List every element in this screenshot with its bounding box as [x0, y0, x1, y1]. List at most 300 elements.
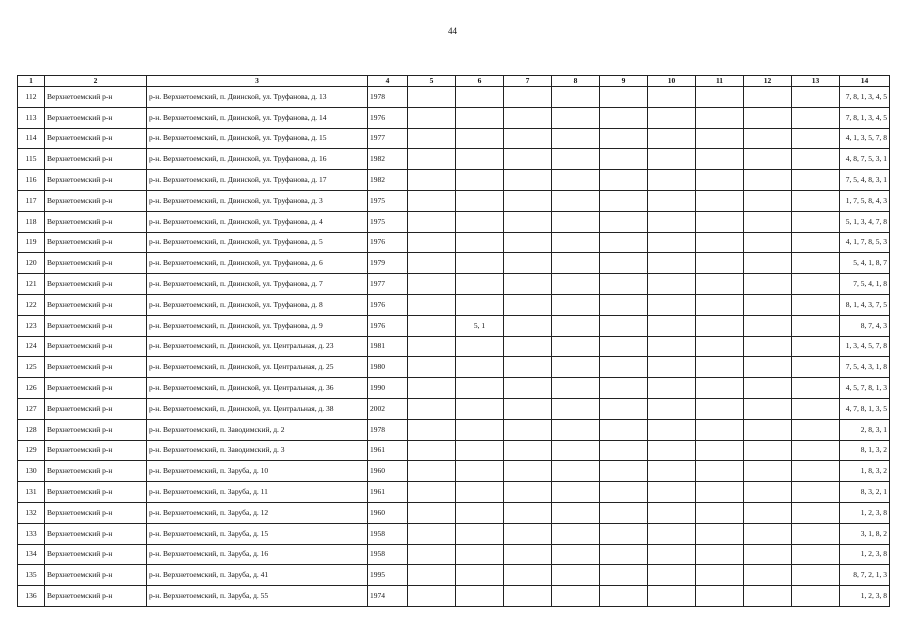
col6-cell	[456, 440, 504, 461]
col11-cell	[696, 440, 744, 461]
row-number-cell: 126	[18, 378, 45, 399]
col10-cell	[648, 253, 696, 274]
address-cell: р-н. Верхнетоемский, п. Двинской, ул. Труфанова, д. 3	[147, 190, 368, 211]
col9-cell	[600, 232, 648, 253]
district-cell: Верхнетоемский р-н	[45, 419, 147, 440]
year-cell: 1976	[368, 232, 408, 253]
row-number-cell: 118	[18, 211, 45, 232]
col5-cell	[408, 170, 456, 191]
table-row	[18, 482, 890, 503]
col6-cell	[456, 398, 504, 419]
col13-cell	[792, 357, 840, 378]
col7-cell	[504, 294, 552, 315]
col8-cell	[552, 482, 600, 503]
col14-cell: 7, 5, 4, 3, 1, 8	[840, 357, 890, 378]
col6-cell	[456, 523, 504, 544]
col6-cell	[456, 544, 504, 565]
col10-cell	[648, 586, 696, 607]
table-row	[18, 232, 890, 253]
col14-cell: 4, 1, 7, 8, 5, 3	[840, 232, 890, 253]
col7-cell	[504, 149, 552, 170]
col12-cell	[744, 149, 792, 170]
col6-cell	[456, 128, 504, 149]
row-number-cell: 120	[18, 253, 45, 274]
year-cell: 1961	[368, 440, 408, 461]
col12-cell	[744, 315, 792, 336]
col9-cell	[600, 107, 648, 128]
table-row	[18, 211, 890, 232]
row-number-cell: 113	[18, 107, 45, 128]
col11-cell	[696, 315, 744, 336]
row-number-cell: 135	[18, 565, 45, 586]
col10-cell	[648, 149, 696, 170]
col5-cell	[408, 315, 456, 336]
col12-cell	[744, 336, 792, 357]
district-cell: Верхнетоемский р-н	[45, 315, 147, 336]
col11-cell	[696, 149, 744, 170]
col9-cell	[600, 149, 648, 170]
col7-cell	[504, 544, 552, 565]
address-cell: р-н. Верхнетоемский, п. Двинской, ул. Труфанова, д. 15	[147, 128, 368, 149]
district-cell: Верхнетоемский р-н	[45, 461, 147, 482]
col13-cell	[792, 461, 840, 482]
col5-cell	[408, 461, 456, 482]
col8-cell	[552, 315, 600, 336]
col5-cell	[408, 128, 456, 149]
col7-cell	[504, 461, 552, 482]
col11-cell	[696, 336, 744, 357]
district-cell: Верхнетоемский р-н	[45, 336, 147, 357]
col13-cell	[792, 87, 840, 108]
col7-cell	[504, 128, 552, 149]
col7-cell	[504, 274, 552, 295]
col9-cell	[600, 190, 648, 211]
col10-cell	[648, 107, 696, 128]
col10-cell	[648, 294, 696, 315]
col9-cell	[600, 544, 648, 565]
district-cell: Верхнетоемский р-н	[45, 357, 147, 378]
col9-cell	[600, 357, 648, 378]
col13-cell	[792, 232, 840, 253]
table-row	[18, 107, 890, 128]
col11-cell	[696, 419, 744, 440]
table-row	[18, 502, 890, 523]
column-header-11: 11	[696, 76, 744, 87]
row-number-cell: 132	[18, 502, 45, 523]
col8-cell	[552, 190, 600, 211]
table-row	[18, 440, 890, 461]
col11-cell	[696, 523, 744, 544]
address-cell: р-н. Верхнетоемский, п. Двинской, ул. Труфанова, д. 7	[147, 274, 368, 295]
col8-cell	[552, 419, 600, 440]
col8-cell	[552, 87, 600, 108]
col6-cell	[456, 87, 504, 108]
col10-cell	[648, 336, 696, 357]
year-cell: 1975	[368, 190, 408, 211]
table-row	[18, 128, 890, 149]
col8-cell	[552, 461, 600, 482]
row-number-cell: 121	[18, 274, 45, 295]
col7-cell	[504, 502, 552, 523]
year-cell: 1960	[368, 461, 408, 482]
col7-cell	[504, 107, 552, 128]
column-header-9: 9	[600, 76, 648, 87]
col12-cell	[744, 586, 792, 607]
col10-cell	[648, 190, 696, 211]
col11-cell	[696, 170, 744, 191]
col8-cell	[552, 253, 600, 274]
col11-cell	[696, 398, 744, 419]
col11-cell	[696, 502, 744, 523]
row-number-cell: 112	[18, 87, 45, 108]
row-number-cell: 119	[18, 232, 45, 253]
col10-cell	[648, 523, 696, 544]
col5-cell	[408, 357, 456, 378]
column-header-10: 10	[648, 76, 696, 87]
col10-cell	[648, 440, 696, 461]
district-cell: Верхнетоемский р-н	[45, 149, 147, 170]
district-cell: Верхнетоемский р-н	[45, 440, 147, 461]
col7-cell	[504, 378, 552, 399]
address-cell: р-н. Верхнетоемский, п. Заруба, д. 16	[147, 544, 368, 565]
col5-cell	[408, 149, 456, 170]
col12-cell	[744, 232, 792, 253]
table-row	[18, 87, 890, 108]
col6-cell	[456, 170, 504, 191]
col14-cell: 7, 5, 4, 8, 3, 1	[840, 170, 890, 191]
col13-cell	[792, 398, 840, 419]
col13-cell	[792, 149, 840, 170]
col6-cell	[456, 565, 504, 586]
col8-cell	[552, 502, 600, 523]
row-number-cell: 131	[18, 482, 45, 503]
col13-cell	[792, 565, 840, 586]
col9-cell	[600, 274, 648, 295]
col12-cell	[744, 274, 792, 295]
col14-cell: 5, 1, 3, 4, 7, 8	[840, 211, 890, 232]
col11-cell	[696, 461, 744, 482]
column-header-5: 5	[408, 76, 456, 87]
column-header-6: 6	[456, 76, 504, 87]
column-header-14: 14	[840, 76, 890, 87]
table-row	[18, 190, 890, 211]
col5-cell	[408, 211, 456, 232]
col6-cell: 5, 1	[456, 315, 504, 336]
col7-cell	[504, 357, 552, 378]
col14-cell: 8, 1, 3, 2	[840, 440, 890, 461]
district-cell: Верхнетоемский р-н	[45, 190, 147, 211]
col5-cell	[408, 190, 456, 211]
col8-cell	[552, 336, 600, 357]
district-cell: Верхнетоемский р-н	[45, 274, 147, 295]
table-row	[18, 274, 890, 295]
col12-cell	[744, 294, 792, 315]
col9-cell	[600, 482, 648, 503]
address-cell: р-н. Верхнетоемский, п. Двинской, ул. Центральная, д. 36	[147, 378, 368, 399]
col6-cell	[456, 336, 504, 357]
col10-cell	[648, 170, 696, 191]
row-number-cell: 136	[18, 586, 45, 607]
col5-cell	[408, 544, 456, 565]
year-cell: 1960	[368, 502, 408, 523]
col9-cell	[600, 398, 648, 419]
col13-cell	[792, 378, 840, 399]
address-cell: р-н. Верхнетоемский, п. Двинской, ул. Центральная, д. 25	[147, 357, 368, 378]
col5-cell	[408, 398, 456, 419]
address-cell: р-н. Верхнетоемский, п. Двинской, ул. Труфанова, д. 14	[147, 107, 368, 128]
col12-cell	[744, 482, 792, 503]
address-cell: р-н. Верхнетоемский, п. Заруба, д. 10	[147, 461, 368, 482]
col10-cell	[648, 357, 696, 378]
col7-cell	[504, 253, 552, 274]
col9-cell	[600, 565, 648, 586]
col6-cell	[456, 107, 504, 128]
col7-cell	[504, 398, 552, 419]
col13-cell	[792, 253, 840, 274]
district-cell: Верхнетоемский р-н	[45, 128, 147, 149]
address-cell: р-н. Верхнетоемский, п. Двинской, ул. Труфанова, д. 17	[147, 170, 368, 191]
col7-cell	[504, 419, 552, 440]
col7-cell	[504, 87, 552, 108]
col12-cell	[744, 170, 792, 191]
col10-cell	[648, 544, 696, 565]
col14-cell: 1, 8, 3, 2	[840, 461, 890, 482]
col5-cell	[408, 232, 456, 253]
year-cell: 1977	[368, 128, 408, 149]
col10-cell	[648, 482, 696, 503]
year-cell: 1981	[368, 336, 408, 357]
col9-cell	[600, 502, 648, 523]
district-cell: Верхнетоемский р-н	[45, 586, 147, 607]
col5-cell	[408, 419, 456, 440]
row-number-cell: 134	[18, 544, 45, 565]
col14-cell: 1, 3, 4, 5, 7, 8	[840, 336, 890, 357]
col5-cell	[408, 107, 456, 128]
col9-cell	[600, 419, 648, 440]
col13-cell	[792, 419, 840, 440]
address-cell: р-н. Верхнетоемский, п. Заводимский, д. 2	[147, 419, 368, 440]
table-row	[18, 565, 890, 586]
col8-cell	[552, 544, 600, 565]
column-header-12: 12	[744, 76, 792, 87]
col6-cell	[456, 502, 504, 523]
col13-cell	[792, 170, 840, 191]
table-header-row	[18, 76, 890, 87]
col13-cell	[792, 190, 840, 211]
year-cell: 1961	[368, 482, 408, 503]
col7-cell	[504, 586, 552, 607]
col7-cell	[504, 482, 552, 503]
table-row	[18, 544, 890, 565]
table-row	[18, 378, 890, 399]
col10-cell	[648, 565, 696, 586]
year-cell: 1977	[368, 274, 408, 295]
col11-cell	[696, 294, 744, 315]
row-number-cell: 130	[18, 461, 45, 482]
col13-cell	[792, 523, 840, 544]
address-cell: р-н. Верхнетоемский, п. Двинской, ул. Труфанова, д. 4	[147, 211, 368, 232]
district-cell: Верхнетоемский р-н	[45, 482, 147, 503]
col13-cell	[792, 294, 840, 315]
col10-cell	[648, 274, 696, 295]
col13-cell	[792, 128, 840, 149]
col6-cell	[456, 211, 504, 232]
col7-cell	[504, 523, 552, 544]
col11-cell	[696, 87, 744, 108]
col11-cell	[696, 378, 744, 399]
col5-cell	[408, 378, 456, 399]
table-body	[18, 87, 890, 607]
col8-cell	[552, 523, 600, 544]
row-number-cell: 127	[18, 398, 45, 419]
year-cell: 1980	[368, 357, 408, 378]
col8-cell	[552, 211, 600, 232]
year-cell: 1982	[368, 149, 408, 170]
col8-cell	[552, 128, 600, 149]
address-cell: р-н. Верхнетоемский, п. Двинской, ул. Труфанова, д. 16	[147, 149, 368, 170]
col6-cell	[456, 461, 504, 482]
col9-cell	[600, 128, 648, 149]
address-cell: р-н. Верхнетоемский, п. Двинской, ул. Труфанова, д. 9	[147, 315, 368, 336]
address-cell: р-н. Верхнетоемский, п. Двинской, ул. Труфанова, д. 5	[147, 232, 368, 253]
col11-cell	[696, 565, 744, 586]
col8-cell	[552, 357, 600, 378]
col6-cell	[456, 419, 504, 440]
col13-cell	[792, 107, 840, 128]
col13-cell	[792, 502, 840, 523]
address-cell: р-н. Верхнетоемский, п. Двинской, ул. Труфанова, д. 8	[147, 294, 368, 315]
district-cell: Верхнетоемский р-н	[45, 544, 147, 565]
col9-cell	[600, 170, 648, 191]
col10-cell	[648, 461, 696, 482]
col14-cell: 4, 7, 8, 1, 3, 5	[840, 398, 890, 419]
year-cell: 1979	[368, 253, 408, 274]
district-cell: Верхнетоемский р-н	[45, 523, 147, 544]
col12-cell	[744, 190, 792, 211]
column-header-4: 4	[368, 76, 408, 87]
row-number-cell: 129	[18, 440, 45, 461]
col5-cell	[408, 565, 456, 586]
address-cell: р-н. Верхнетоемский, п. Заруба, д. 11	[147, 482, 368, 503]
col5-cell	[408, 336, 456, 357]
col11-cell	[696, 107, 744, 128]
col11-cell	[696, 232, 744, 253]
year-cell: 1975	[368, 211, 408, 232]
table-row	[18, 315, 890, 336]
col14-cell: 3, 1, 8, 2	[840, 523, 890, 544]
district-cell: Верхнетоемский р-н	[45, 253, 147, 274]
column-header-3: 3	[147, 76, 368, 87]
col5-cell	[408, 274, 456, 295]
row-number-cell: 124	[18, 336, 45, 357]
housing-register-table	[17, 75, 890, 607]
col9-cell	[600, 461, 648, 482]
col12-cell	[744, 419, 792, 440]
col12-cell	[744, 544, 792, 565]
year-cell: 1982	[368, 170, 408, 191]
col9-cell	[600, 253, 648, 274]
col7-cell	[504, 315, 552, 336]
address-cell: р-н. Верхнетоемский, п. Заводимский, д. 3	[147, 440, 368, 461]
col6-cell	[456, 190, 504, 211]
col14-cell: 4, 8, 7, 5, 3, 1	[840, 149, 890, 170]
address-cell: р-н. Верхнетоемский, п. Двинской, ул. Труфанова, д. 13	[147, 87, 368, 108]
table-row	[18, 586, 890, 607]
column-header-13: 13	[792, 76, 840, 87]
col5-cell	[408, 502, 456, 523]
col5-cell	[408, 87, 456, 108]
col12-cell	[744, 211, 792, 232]
col13-cell	[792, 482, 840, 503]
col14-cell: 7, 5, 4, 1, 8	[840, 274, 890, 295]
year-cell: 1978	[368, 87, 408, 108]
col14-cell: 2, 8, 3, 1	[840, 419, 890, 440]
row-number-cell: 122	[18, 294, 45, 315]
col11-cell	[696, 586, 744, 607]
col7-cell	[504, 336, 552, 357]
col6-cell	[456, 482, 504, 503]
col14-cell: 7, 8, 1, 3, 4, 5	[840, 87, 890, 108]
col14-cell: 1, 2, 3, 8	[840, 586, 890, 607]
year-cell: 1990	[368, 378, 408, 399]
table-row	[18, 461, 890, 482]
year-cell: 1995	[368, 565, 408, 586]
col11-cell	[696, 544, 744, 565]
address-cell: р-н. Верхнетоемский, п. Двинской, ул. Центральная, д. 23	[147, 336, 368, 357]
col8-cell	[552, 398, 600, 419]
district-cell: Верхнетоемский р-н	[45, 170, 147, 191]
col8-cell	[552, 232, 600, 253]
col10-cell	[648, 378, 696, 399]
year-cell: 1976	[368, 107, 408, 128]
col7-cell	[504, 190, 552, 211]
col10-cell	[648, 128, 696, 149]
column-header-8: 8	[552, 76, 600, 87]
col12-cell	[744, 398, 792, 419]
col8-cell	[552, 586, 600, 607]
col10-cell	[648, 315, 696, 336]
col11-cell	[696, 482, 744, 503]
district-cell: Верхнетоемский р-н	[45, 398, 147, 419]
col11-cell	[696, 253, 744, 274]
col12-cell	[744, 87, 792, 108]
col12-cell	[744, 502, 792, 523]
col6-cell	[456, 149, 504, 170]
district-cell: Верхнетоемский р-н	[45, 232, 147, 253]
row-number-cell: 114	[18, 128, 45, 149]
year-cell: 1976	[368, 315, 408, 336]
col14-cell: 8, 3, 2, 1	[840, 482, 890, 503]
col9-cell	[600, 294, 648, 315]
col13-cell	[792, 440, 840, 461]
col11-cell	[696, 274, 744, 295]
column-header-2: 2	[45, 76, 147, 87]
col12-cell	[744, 565, 792, 586]
year-cell: 1976	[368, 294, 408, 315]
district-cell: Верхнетоемский р-н	[45, 211, 147, 232]
col8-cell	[552, 274, 600, 295]
col7-cell	[504, 565, 552, 586]
row-number-cell: 116	[18, 170, 45, 191]
col12-cell	[744, 357, 792, 378]
col13-cell	[792, 315, 840, 336]
col6-cell	[456, 586, 504, 607]
year-cell: 1958	[368, 523, 408, 544]
address-cell: р-н. Верхнетоемский, п. Двинской, ул. Центральная, д. 38	[147, 398, 368, 419]
col5-cell	[408, 586, 456, 607]
col11-cell	[696, 190, 744, 211]
table-row	[18, 336, 890, 357]
